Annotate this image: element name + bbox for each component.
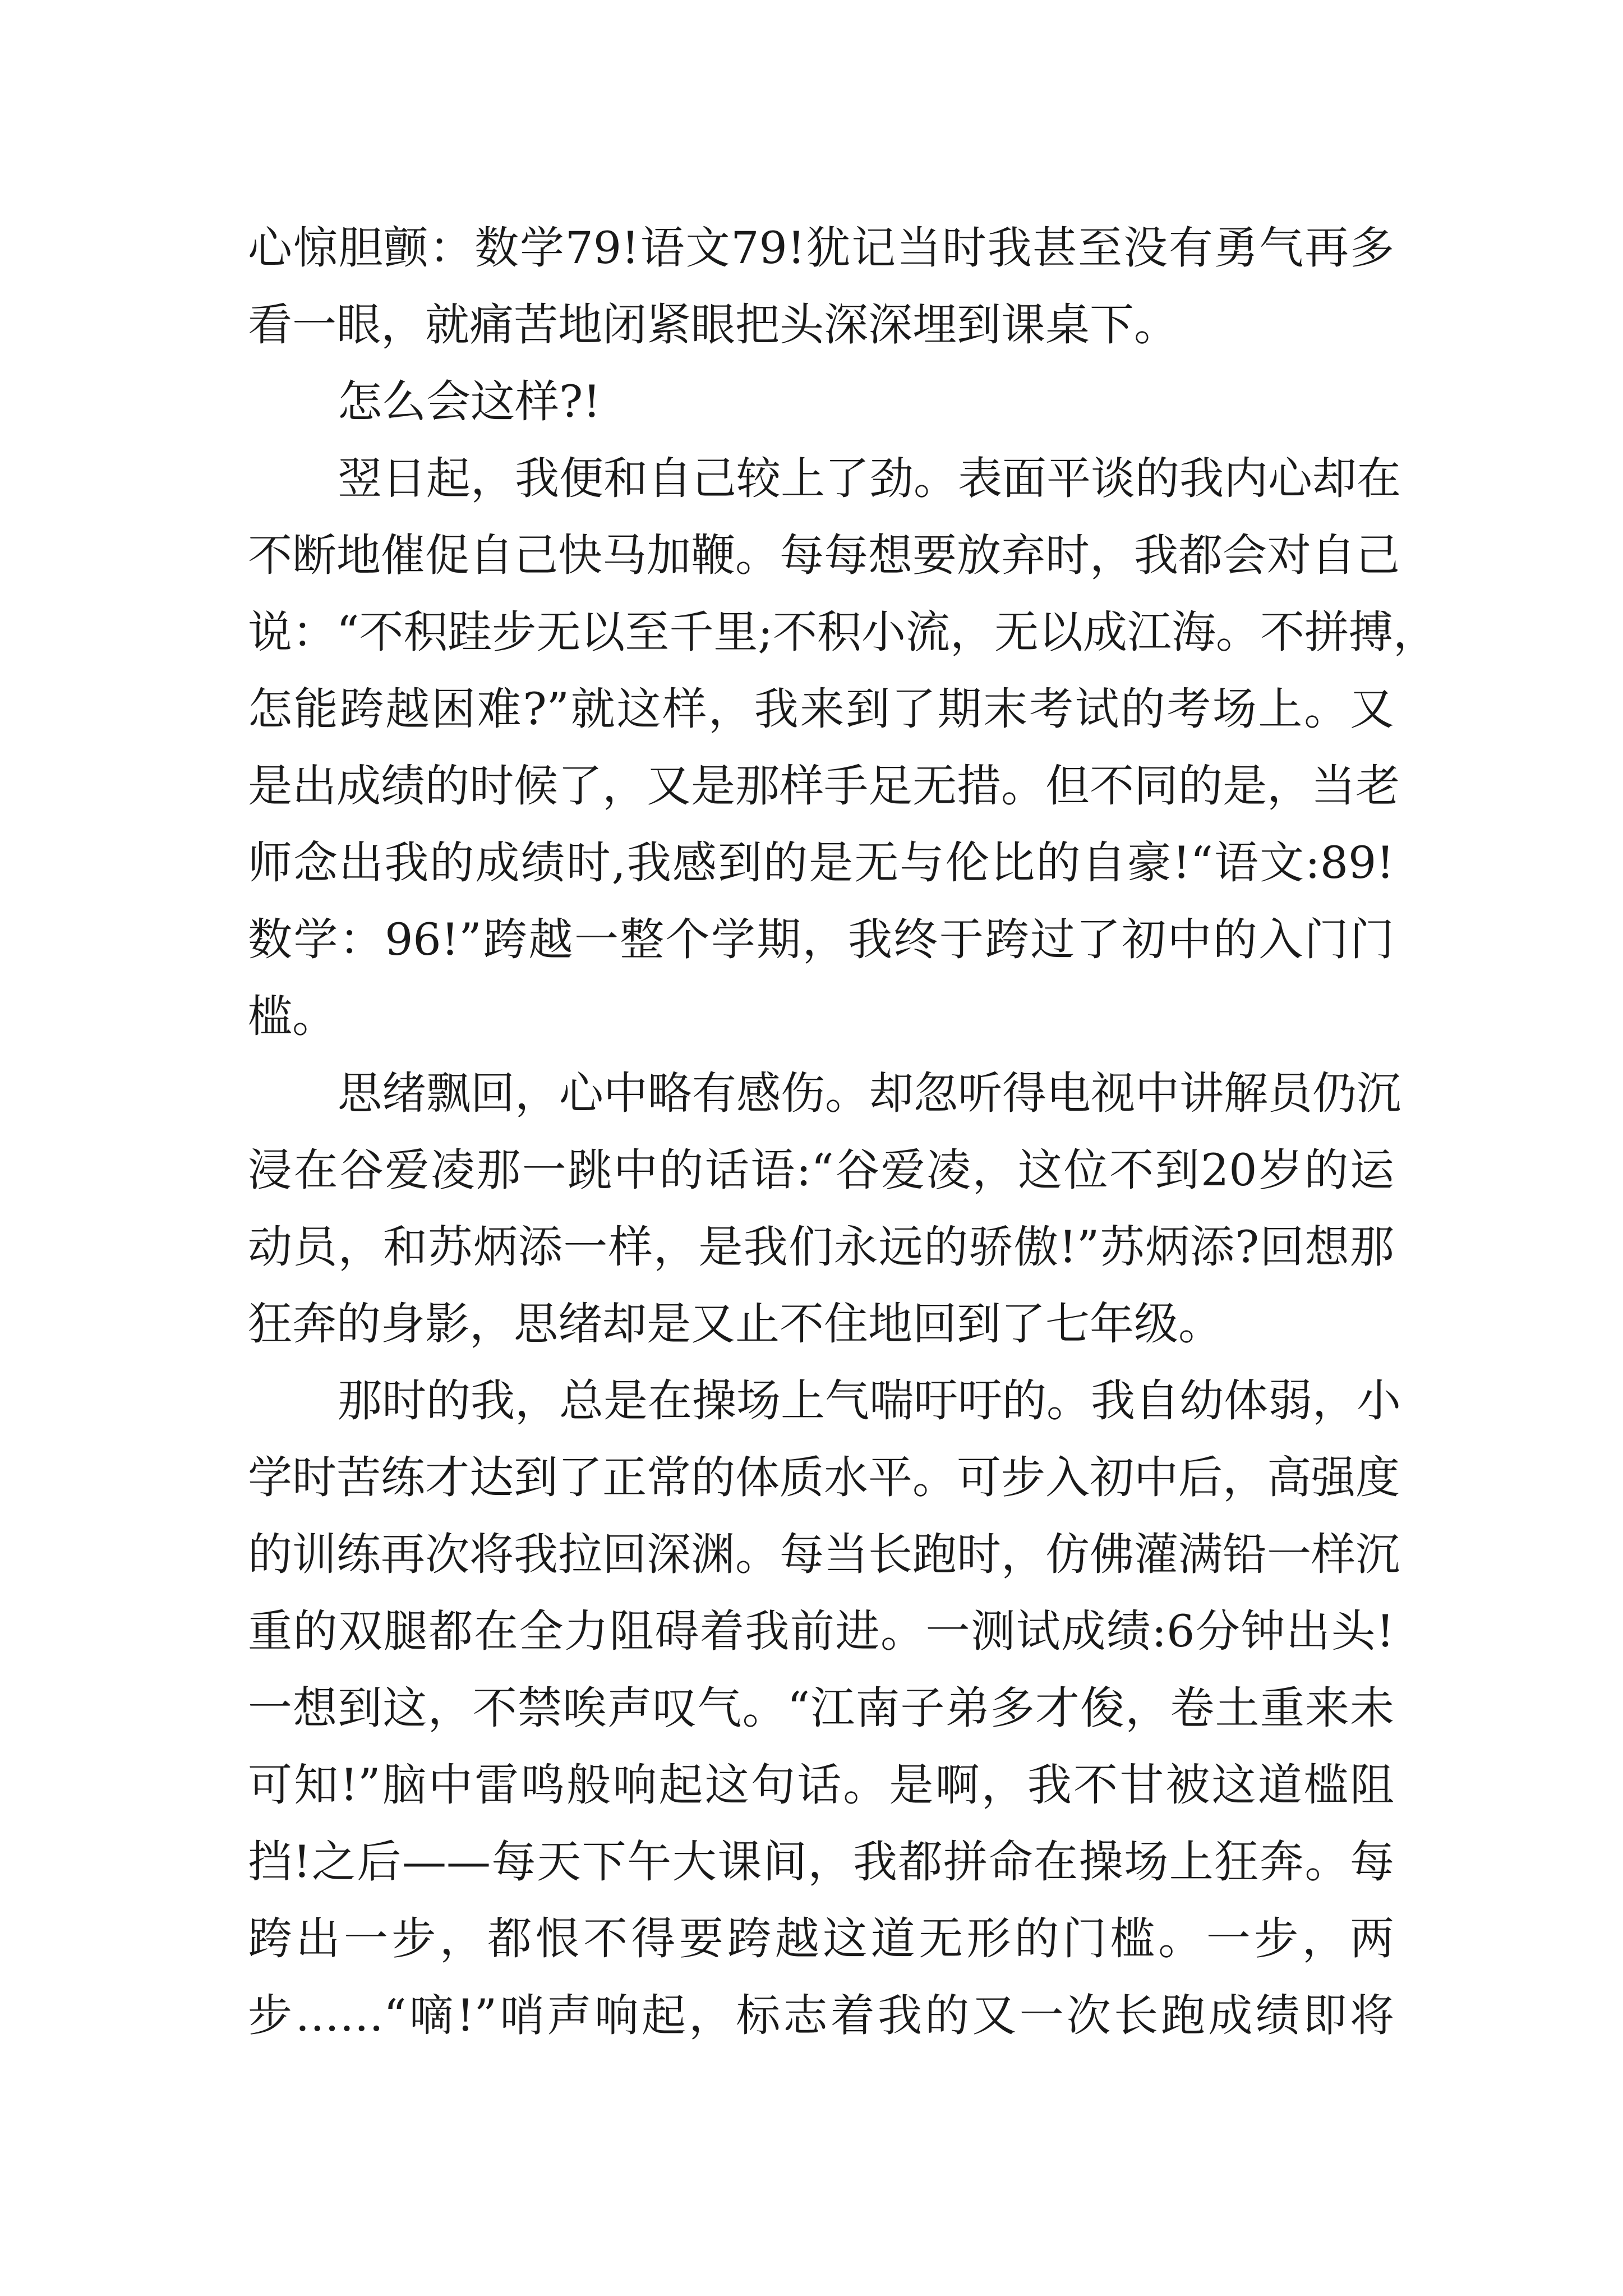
text-line: 槛。 [248,991,336,1042]
body-text [248,210,1438,2054]
text-line: 挡!之后——每天下午大课间，我都拼命在操场上狂奔。每 [248,1836,1394,1888]
text-line: 怎能跨越困难?”就这样，我来到了期末考试的考场上。又 [248,683,1394,735]
text-line: 不断地催促自己快马加鞭。每每想要放弃时，我都会对自己 [248,530,1400,581]
text-line: 浸在谷爱凌那一跳中的话语:“谷爱凌，这位不到20岁的运 [248,1144,1394,1196]
text-line: 怎么会这样?! [338,376,601,427]
text-line: 狂奔的身影，思绪却是又止不住地回到了七年级。 [248,1298,1223,1350]
text-line: 重的双腿都在全力阻碍着我前进。一测试成绩:6分钟出头! [248,1605,1394,1657]
text-line: 看一眼，就痛苦地闭紧眼把头深深埋到课桌下。 [248,299,1178,351]
text-line: 步……“嘀!”哨声响起，标志着我的又一次长跑成绩即将 [248,1990,1394,2041]
text-line: 跨出一步，都恨不得要跨越这道无形的门槛。一步，两 [248,1913,1394,1964]
text-line: 翌日起，我便和自己较上了劲。表面平谈的我内心却在 [338,453,1401,504]
text-line: 思绪飘回，心中略有感伤。却忽听得电视中讲解员仍沉 [338,1068,1401,1119]
text-line: 师念出我的成绩时,我感到的是无与伦比的自豪!“语文:89! [248,837,1394,889]
text-line: 的训练再次将我拉回深渊。每当长跑时，仿佛灌满铅一样沉 [248,1529,1400,1580]
text-line: 是出成绩的时候了，又是那样手足无措。但不同的是，当老 [248,760,1400,812]
text-line: 说：“不积跬步无以至千里;不积小流，无以成江海。不拼搏， [248,606,1438,658]
text-line: 动员，和苏炳添一样，是我们永远的骄傲!”苏炳添?回想那 [248,1221,1394,1273]
text-line: 一想到这，不禁唉声叹气。“江南子弟多才俊，卷土重来未 [248,1682,1394,1734]
text-line: 可知!”脑中雷鸣般响起这句话。是啊，我不甘被这道槛阻 [248,1759,1394,1811]
text-line: 数学：96!”跨越一整个学期，我终于跨过了初中的入门门 [248,914,1394,965]
text-line: 学时苦练才达到了正常的体质水平。可步入初中后，高强度 [248,1452,1400,1503]
text-line: 心惊胆颤：数学79!语文79!犹记当时我甚至没有勇气再多 [248,222,1394,274]
text-line: 那时的我，总是在操场上气喘吁吁的。我自幼体弱，小 [338,1375,1401,1427]
